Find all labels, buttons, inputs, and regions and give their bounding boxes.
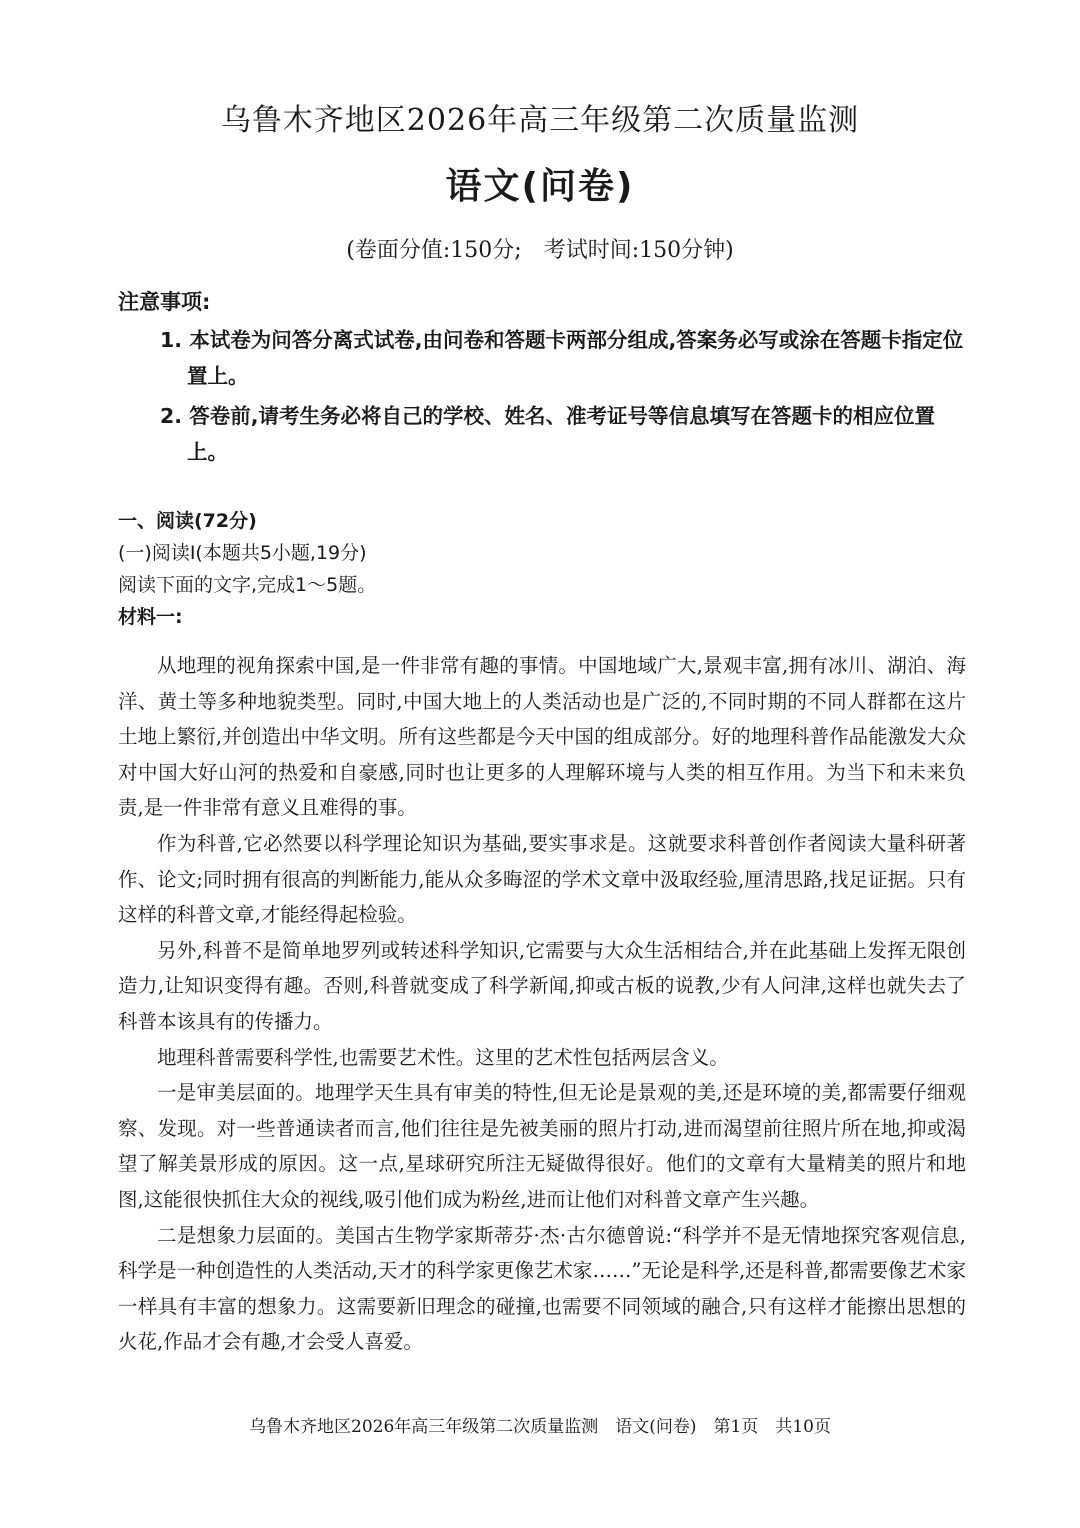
section-header	[118, 505, 978, 633]
passage-paragraph: 地理科普需要科学性,也需要艺术性。这里的艺术性包括两层含义。	[157, 1045, 729, 1069]
notice-item: 1. 本试卷为问答分离式试卷,由问卷和答题卡两部分组成,答案务必写或涂在答题卡指定位置上。	[160, 328, 964, 388]
part-title: 一、阅读(72分)	[118, 510, 257, 532]
notice-heading: 注意事项:	[118, 290, 211, 314]
page-footer: 乌鲁木齐地区2026年高三年级第二次质量监测 语文(问卷) 第1页 共10页	[249, 1417, 831, 1437]
passage	[118, 648, 966, 1360]
passage-paragraph: 从地理的视角探索中国,是一件非常有趣的事情。中国地域广大,景观丰富,拥有冰川、湖泊、海洋、黄土等多种地貌类型。同时,中国大地上的人类活动也是广泛的,不同时期的不同人群都在这片土地上繁衍,并创造出中华文明。所有这些都是今天中国的组成部分。好的地理科普作品能激发大众对中国大好山河的热爱和自豪感,同时也让更多的人理解环境与人类的相互作用。为当下和未来负责,是一件非常有意义且难得的事。	[118, 654, 966, 820]
instruction: 阅读下面的文字,完成1～5题。	[118, 574, 377, 596]
subject-title: 语文(问卷)	[445, 166, 635, 207]
material-label: 材料一:	[118, 606, 183, 628]
passage-paragraph: 作为科普,它必然要以科学理论知识为基础,要实事求是。这就要求科普创作者阅读大量科研著作、论文;同时拥有很高的判断能力,能从众多晦涩的学术文章中汲取经验,厘清思路,找足证据。只有这样的科普文章,才能经得起检验。	[118, 831, 966, 927]
notice-item: 2. 答卷前,请考生务必将自己的学校、姓名、准考证号等信息填写在答题卡的相应位置上。	[160, 404, 935, 464]
passage-paragraph: 一是审美层面的。地理学天生具有审美的特性,但无论是景观的美,还是环境的美,都需要仔细观察、发现。对一些普通读者而言,他们往往是先被美丽的照片打动,进而渴望前往照片所在地,抑或渴望了解美景形成的原因。这一点,星球研究所注无疑做得很好。他们的文章有大量精美的照片和地图,这能很快抓住大众的视线,吸引他们成为粉丝,进而让他们对科普文章产生兴趣。	[118, 1081, 966, 1211]
exam-title: 乌鲁木齐地区2026年高三年级第二次质量监测	[220, 103, 860, 138]
passage-paragraph: 二是想象力层面的。美国古生物学家斯蒂芬·杰·古尔德曾说:“科学并不是无情地探究客观信息,科学是一种创造性的人类活动,天才的科学家更像艺术家……”无论是科学,还是科普,都需要像艺术家一样具有丰富的想象力。这需要新旧理念的碰撞,也需要不同领域的融合,只有这样才能擦出思想的火花,作品才会有趣,才会受人喜爱。	[118, 1223, 966, 1354]
subpart-title: (一)阅读I(本题共5小题,19分)	[118, 542, 367, 564]
notice-list	[160, 322, 975, 474]
score-info: (卷面分值:150分; 考试时间:150分钟)	[346, 238, 734, 263]
passage-paragraph: 另外,科普不是简单地罗列或转述科学知识,它需要与大众生活相结合,并在此基础上发挥无限创造力,让知识变得有趣。否则,科普就变成了科学新闻,抑或古板的说教,少有人问津,这样也就失去了科普本该具有的传播力。	[118, 938, 966, 1033]
